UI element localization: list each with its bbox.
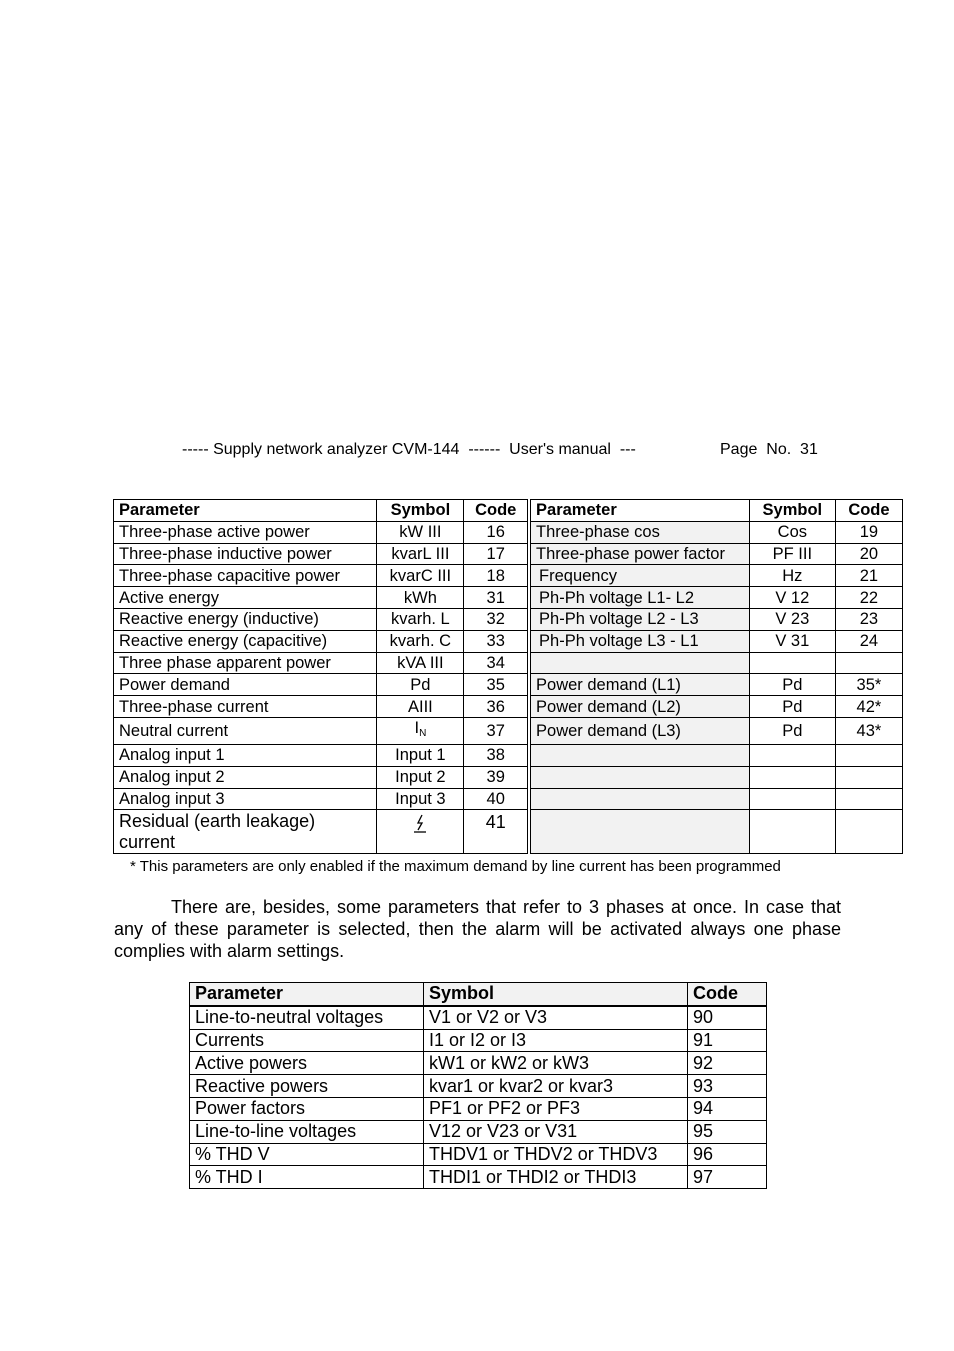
param-cell-right [529, 744, 749, 766]
symbol-cell-right: V 31 [749, 630, 835, 652]
param-cell-right [529, 788, 749, 810]
header-code: Code [464, 500, 529, 522]
symbol-cell: V1 or V2 or V3 [424, 1006, 688, 1029]
code-cell-right [835, 744, 902, 766]
body-paragraph: There are, besides, some parameters that refer to 3 phases at once. In case that any of these parameter is selected, then the alarm will be activated always one phase complies with alarm settings. [114, 897, 841, 961]
param-cell-right [529, 652, 749, 674]
param-cell: Neutral current [114, 717, 377, 744]
code-cell: 34 [464, 652, 529, 674]
table-row [190, 1166, 767, 1189]
table-row [114, 543, 903, 565]
param-cell-right: Frequency [529, 565, 749, 587]
param-cell: Analog input 2 [114, 766, 377, 788]
page-number: Page No. 31 [720, 441, 818, 458]
header-symbol: Symbol [377, 500, 464, 522]
symbol-cell: kW III [377, 521, 464, 543]
param-cell: Reactive powers [190, 1075, 424, 1098]
param-cell-right: Ph-Ph voltage L2 - L3 [529, 608, 749, 630]
header-title: ----- Supply network analyzer CVM-144 ------ User's manual --- [182, 441, 636, 458]
symbol-cell-right: Pd [749, 674, 835, 696]
code-cell: 38 [464, 744, 529, 766]
param-cell-right: Ph-Ph voltage L3 - L1 [529, 630, 749, 652]
code-cell-right: 21 [835, 565, 902, 587]
code-cell: 92 [688, 1052, 767, 1075]
symbol-cell: Input 1 [377, 744, 464, 766]
table-header-row [114, 500, 903, 522]
code-cell-right [835, 766, 902, 788]
symbol-cell-right [749, 744, 835, 766]
symbol-cell: PF1 or PF2 or PF3 [424, 1097, 688, 1120]
code-cell: 94 [688, 1097, 767, 1120]
symbol-cell-right [749, 652, 835, 674]
symbol-cell-right [749, 810, 835, 854]
symbol-cell: V12 or V23 or V31 [424, 1120, 688, 1143]
param-cell-right: Power demand (L2) [529, 696, 749, 718]
code-cell: 31 [464, 587, 529, 609]
symbol-cell: THDV1 or THDV2 or THDV3 [424, 1143, 688, 1166]
multi-phase-table [189, 982, 767, 1189]
footnote: * This parameters are only enabled if the maximum demand by line current has been programmed [130, 858, 781, 875]
code-cell-right: 22 [835, 587, 902, 609]
param-cell: Residual (earth leakage) current [114, 810, 377, 854]
param-cell: Power demand [114, 674, 377, 696]
earth-leakage-icon [413, 814, 427, 834]
symbol-cell: kvarL III [377, 543, 464, 565]
code-cell-right [835, 788, 902, 810]
code-cell: 96 [688, 1143, 767, 1166]
param-cell: Line-to-line voltages [190, 1120, 424, 1143]
param-cell: Three-phase inductive power [114, 543, 377, 565]
param-cell: Active energy [114, 587, 377, 609]
symbol-cell-right [749, 766, 835, 788]
table-row [114, 521, 903, 543]
param-cell: Reactive energy (capacitive) [114, 630, 377, 652]
code-cell: 17 [464, 543, 529, 565]
param-cell: Three-phase capacitive power [114, 565, 377, 587]
table-row [190, 1029, 767, 1052]
code-cell: 37 [464, 717, 529, 744]
table-row [114, 788, 903, 810]
symbol-cell-right: Hz [749, 565, 835, 587]
table-row [114, 630, 903, 652]
code-cell: 33 [464, 630, 529, 652]
header-parameter: Parameter [114, 500, 377, 522]
param-cell: Active powers [190, 1052, 424, 1075]
code-cell: 40 [464, 788, 529, 810]
symbol-cell: kvarh. C [377, 630, 464, 652]
symbol-cell: I1 or I2 or I3 [424, 1029, 688, 1052]
header-symbol-right: Symbol [749, 500, 835, 522]
symbol-cell: kvar1 or kvar2 or kvar3 [424, 1075, 688, 1098]
param-cell: Power factors [190, 1097, 424, 1120]
table-row [114, 652, 903, 674]
table-row [190, 1097, 767, 1120]
param-cell: Analog input 3 [114, 788, 377, 810]
table-row [114, 565, 903, 587]
symbol-cell [377, 717, 464, 744]
symbol-cell-right: PF III [749, 543, 835, 565]
code-cell: 16 [464, 521, 529, 543]
param-cell-right [529, 810, 749, 854]
param-cell: Analog input 1 [114, 744, 377, 766]
page-header [182, 441, 818, 459]
symbol-cell-right: Pd [749, 717, 835, 744]
param-cell: Reactive energy (inductive) [114, 608, 377, 630]
symbol-cell: kvarC III [377, 565, 464, 587]
param-cell-right: Power demand (L1) [529, 674, 749, 696]
neutral-current-symbol: I [414, 718, 420, 737]
table-row [114, 674, 903, 696]
code-cell-right: 24 [835, 630, 902, 652]
symbol-cell-right [749, 788, 835, 810]
table-row [114, 717, 903, 744]
table-row [190, 1075, 767, 1098]
symbol-cell: kvarh. L [377, 608, 464, 630]
symbol-cell-right: Pd [749, 696, 835, 718]
code-cell-right [835, 652, 902, 674]
param-cell: Line-to-neutral voltages [190, 1006, 424, 1029]
code-cell: 90 [688, 1006, 767, 1029]
symbol-cell: Pd [377, 674, 464, 696]
code-cell: 97 [688, 1166, 767, 1189]
code-cell: 95 [688, 1120, 767, 1143]
header-parameter-right: Parameter [529, 500, 749, 522]
table-row [190, 1143, 767, 1166]
code-cell: 93 [688, 1075, 767, 1098]
code-cell: 39 [464, 766, 529, 788]
code-cell: 36 [464, 696, 529, 718]
table-row [190, 1006, 767, 1029]
symbol-cell: kWh [377, 587, 464, 609]
param-cell-right: Power demand (L3) [529, 717, 749, 744]
symbol-cell: kW1 or kW2 or kW3 [424, 1052, 688, 1075]
table-row [114, 696, 903, 718]
code-cell: 41 [464, 810, 529, 854]
symbol-cell: THDI1 or THDI2 or THDI3 [424, 1166, 688, 1189]
parameter-table [113, 499, 903, 854]
param-cell-right: Three-phase power factor [529, 543, 749, 565]
param-cell: % THD I [190, 1166, 424, 1189]
table-row [114, 766, 903, 788]
code-cell-right: 19 [835, 521, 902, 543]
param-cell: Three-phase active power [114, 521, 377, 543]
code-cell: 91 [688, 1029, 767, 1052]
table-row [114, 587, 903, 609]
code-cell-right: 35* [835, 674, 902, 696]
table-row [190, 1120, 767, 1143]
param-cell: Three phase apparent power [114, 652, 377, 674]
table-row [114, 608, 903, 630]
code-cell: 32 [464, 608, 529, 630]
header-code: Code [688, 983, 767, 1006]
symbol-cell [377, 810, 464, 854]
header-symbol: Symbol [424, 983, 688, 1006]
neutral-subscript: N [419, 727, 427, 739]
symbol-cell-right: V 23 [749, 608, 835, 630]
param-cell-right: Ph-Ph voltage L1- L2 [529, 587, 749, 609]
header-parameter: Parameter [190, 983, 424, 1006]
symbol-cell: Input 3 [377, 788, 464, 810]
symbol-cell: AIII [377, 696, 464, 718]
symbol-cell: Input 2 [377, 766, 464, 788]
symbol-cell: kVA III [377, 652, 464, 674]
code-cell-right: 20 [835, 543, 902, 565]
param-cell: Currents [190, 1029, 424, 1052]
code-cell-right [835, 810, 902, 854]
param-cell: Three-phase current [114, 696, 377, 718]
table-row [114, 744, 903, 766]
table-header-row [190, 983, 767, 1006]
code-cell-right: 42* [835, 696, 902, 718]
param-cell-right [529, 766, 749, 788]
code-cell: 35 [464, 674, 529, 696]
code-cell: 18 [464, 565, 529, 587]
param-cell: % THD V [190, 1143, 424, 1166]
symbol-cell-right: Cos [749, 521, 835, 543]
symbol-cell-right: V 12 [749, 587, 835, 609]
code-cell-right: 23 [835, 608, 902, 630]
table-row [190, 1052, 767, 1075]
param-cell-right: Three-phase cos [529, 521, 749, 543]
header-code-right: Code [835, 500, 902, 522]
code-cell-right: 43* [835, 717, 902, 744]
table-row [114, 810, 903, 854]
